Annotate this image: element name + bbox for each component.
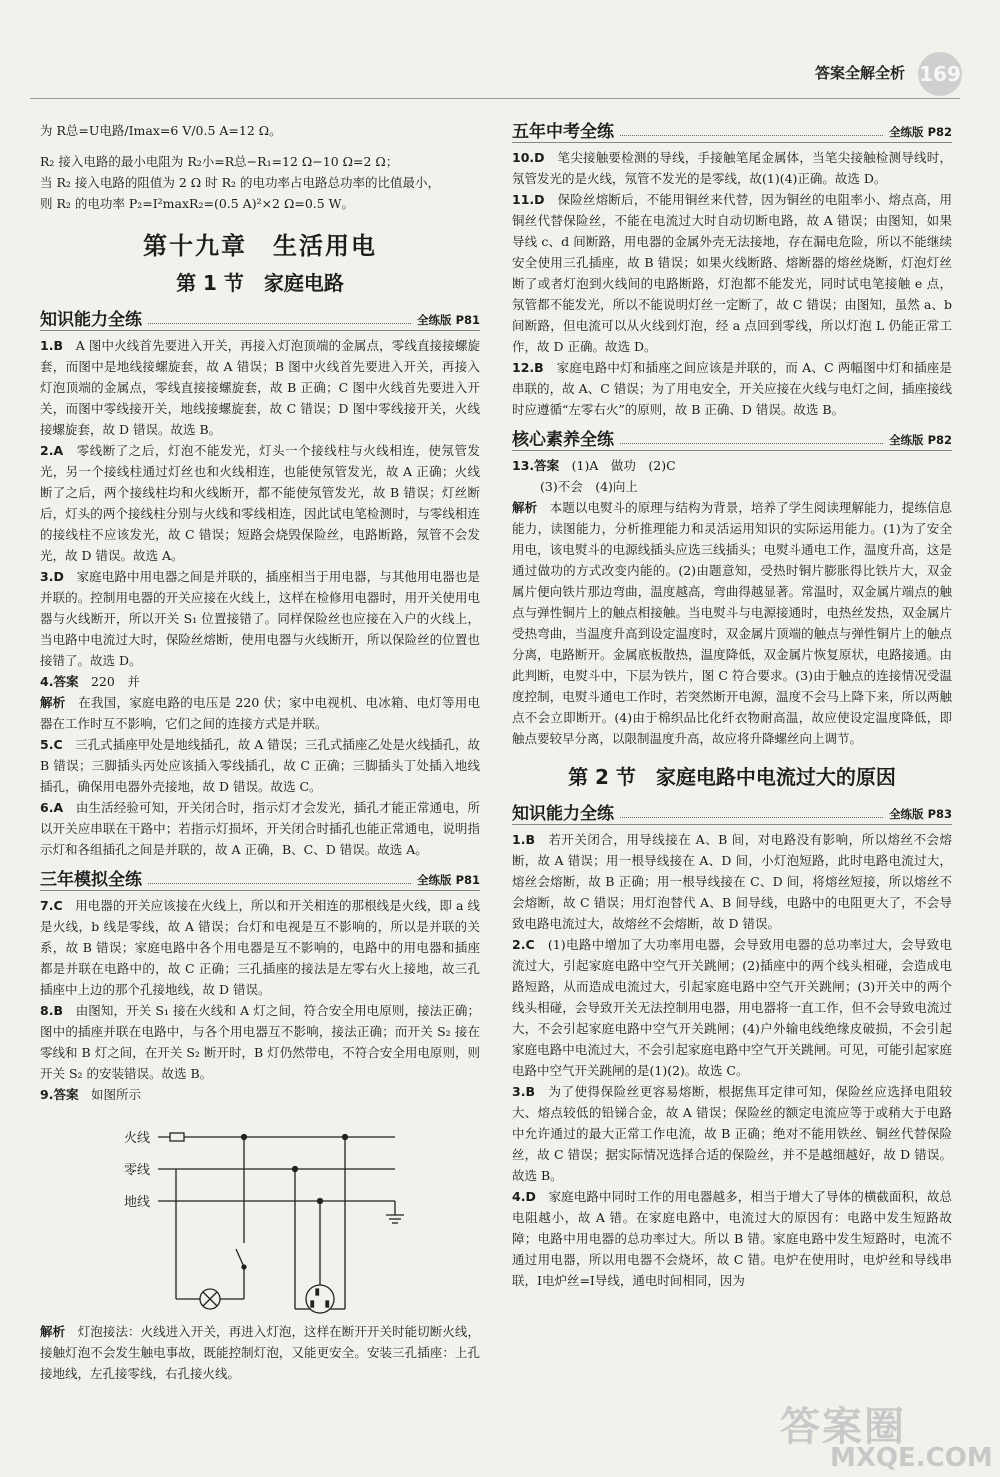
item-num: 3.D [40,569,64,584]
item-num: 10.D [512,150,545,165]
page-number: 169 [918,52,962,96]
item-num: 9.答案 [40,1087,79,1102]
item-num: 解析 [40,695,66,710]
socket [306,1285,334,1313]
switch [236,1249,244,1267]
answer-item [40,1321,480,1384]
item-text: 为了使得保险丝更容易熔断，根据焦耳定律可知，保险丝应选择电阻较大、熔点较低的铅锑合金，故 A 错误；保险丝的额定电流应等于或稍大于电路中允许通过的最大正常工作电流，故 B 正确；绝对不能用铁丝、铜丝代替保险丝，故 C 错误；据实际情况选择合适的保险丝，并不是越细越好，故 D 错误。故选 B。 [512,1084,952,1183]
item-text: 家庭电路中灯和插座之间应该是并联的，而 A、C 两幅图中灯和插座是串联的，故 A、C 错误；为了用电安全，开关应接在火线与电灯之间，插座接线时应遵循“左零右火”的原则，故 B 正确、D 错误。故选 B。 [512,360,952,417]
item-num: 2.A [40,443,64,458]
item-text: 220 并 [90,674,140,689]
section-bar-ref: 全练版 P81 [417,873,480,887]
section-bar [40,864,480,891]
section-bar-ref: 全练版 P81 [417,313,480,327]
fuse [170,1133,184,1141]
answer-item [512,934,952,1081]
section-bar-name: 知识能力全练 [512,804,614,824]
item-text: 保险丝熔断后，不能用铜丝来代替，因为铜丝的电阻率小、熔点高，用铜丝代替保险丝，不能在电流过大时自动切断电路，故 A 错误；由图知，如果导线 c、d 间断路，用电器的金属外壳无法接地，存在漏电危险，所以不能继续安全使用三孔插座，故 B 错误；如果火线断路、熔断器的熔丝烧断，灯泡灯丝断了或者灯泡到火线间的电路断路，灯泡都不能发光，同时试电笔接触 e 点，氖管都不能发光，所以不能说明灯丝一定断了，故 C 错误；由图知，虽然 a、b 间断路，但电流可以从火线到灯泡，经 a 点回到零线，所以灯泡 L 仍能正常工作，故 D 正确。故选 D。 [512,192,952,354]
section-bar-dots [620,135,883,136]
item-text: 家庭电路中同时工作的用电器越多，相当于增大了导体的横截面积，故总电阻越小，故 A 错。在家庭电路中，电流过大的原因有：电路中发生短路故障；电路中用电器的总功率过大。所以 B 错。家庭电路中发生短路时，电流不通过用电器，所以用电器不会烧坏，故 C 错。电炉在使用时，电炉丝和导线串联，I电炉丝=I导线，通电时间相同，因为 [512,1189,952,1288]
answer-item [40,1084,480,1105]
section-bar-dots [148,323,411,324]
answer-item [40,566,480,671]
section-bar-dots [620,443,883,444]
item-num: 8.B [40,1003,63,1018]
item-text: 如图所示 [90,1087,141,1102]
item-num: 解析 [512,500,538,515]
section-title: 第 1 节 家庭电路 [176,271,344,295]
section-bar [40,304,480,331]
item-num: 4.D [512,1189,536,1204]
circuit-svg [40,1109,480,1317]
item-text: 零线断了之后，灯泡不能发光，灯头一个接线柱与火线相连，使氖管发光，另一个接线柱通过灯丝也和火线相连，也能使氖管发光，故 A 正确；火线断了之后，两个接线柱均和火线断开，都不能使氖管发光，故 B 错误；灯丝断后，灯头的两个接线柱分别与火线和零线相连，因此试电笔检测时，与零线相连的接线柱不应该发光，故 C 错误；短路会烧毁保险丝，电路断路，氖管不会发光，故 D 错误。故选 A。 [40,443,480,563]
formula-line: R₂ 接入电路的最小电阻为 R₂小=R总−R₁=12 Ω−10 Ω=2 Ω； [40,154,399,169]
item-text: A 图中火线首先要进入开关，再接入灯泡顶端的金属点，零线直接接螺旋套，而图中是地线接螺旋套，故 A 错误；B 图中火线首先要进入开关，再接入灯泡顶端的金属点，零线直接接螺旋套，故 B 正确；C 图中火线首先要进入开关，而图中零线接开关，地线接螺旋套，故 C 错误；D 图中零线接开关，火线接螺旋套，故 D 错误。故选 B。 [40,338,480,437]
item-text: (1)A 做功 (2)C [571,458,676,473]
item-num: 1.B [512,832,535,847]
answer-item [512,1081,952,1186]
left-column [40,112,480,1384]
chapter-title: 第十九章 生活用电 [143,232,377,260]
section-bar-ref: 全练版 P82 [889,125,952,139]
answer-item [40,1000,480,1084]
item-num: 2.C [512,937,535,952]
answer-item [512,476,952,497]
answer-item [40,797,480,860]
formula-line: 当 R₂ 接入电路的阻值为 2 Ω 时 R₂ 的电功率占电路总功率的比值最小， [40,175,440,190]
answer-item [512,189,952,357]
item-num: 1.B [40,338,63,353]
item-num: 13.答案 [512,458,560,473]
item-num: 11.D [512,192,545,207]
item-text: 由图知，开关 S₁ 接在火线和 A 灯之间，符合安全用电原则，接法正确；图中的插座并联在电路中，与各个用电器互不影响，接法正确；而开关 S₂ 接在零线和 B 灯之间，在开关 S₂ 断开时，B 灯仍然带电，不符合安全用电原则，则开关 S₂ 的安装错误。故选 B。 [40,1003,480,1081]
section-bar-name: 五年中考全练 [512,122,614,142]
item-num: 12.B [512,360,544,375]
section-bar-ref: 全练版 P83 [889,807,952,821]
header-title: 答案全解全析 [815,64,906,82]
watermark-text: 答案圈 [780,1404,906,1450]
item-text: 笔尖接触要检测的导线，手接触笔尾金属体，当笔尖接触检测导线时，氖管发光的是火线，氖管不发光的是零线，故(1)(4)正确。故选 D。 [512,150,952,186]
watermark-url: MXQE.COM [830,1443,993,1473]
item-num: 3.B [512,1084,535,1099]
section-bar [512,424,952,451]
answer-item [40,671,480,692]
section-bar [512,116,952,143]
item-num: 7.C [40,898,63,913]
circuit-diagram [40,1109,480,1317]
answer-item [40,440,480,566]
item-text: 用电器的开关应该接在火线上，所以和开关相连的那根线是火线，即 a 线是火线，b 线是零线，故 A 错误；台灯和电视是互不影响的，所以是并联的关系，故 B 错误；家庭电路中各个用电器是互不影响的，电路中的用电器和插座都是并联在电路中的，故 C 正确；三孔插座的接法是左零右火上接地，故三孔插座中上边的那个孔接地线，故 D 错误。 [40,898,480,997]
right-column [512,112,952,1291]
section-bar-name: 知识能力全练 [40,310,142,330]
item-text: 若开关闭合，用导线接在 A、B 间，对电路没有影响，所以熔丝不会熔断，故 A 错误；用一根导线接在 A、D 间，小灯泡短路，此时电路电流过大，熔丝会熔断，故 B 正确；用一根导线接在 C、D 间，将熔丝短接，所以熔丝不会熔断，故 C 错误；用灯泡替代 A、B 间导线，电路中的电阻更大了，不会导致电路电流过大，故熔丝不会熔断，故 D 错误。 [512,832,952,931]
answer-item [40,895,480,1000]
item-text: 家庭电路中用电器之间是并联的，插座相当于用电器，与其他用电器也是并联的。控制用电器的开关应接在火线上，这样在检修用电器时，用开关使用电器与火线断开，所以开关 S₁ 位置接错了。同样保险丝也应接在入户的火线上，当电路中电流过大时，保险丝熔断，使用电器与火线断开，所以保险丝的位置也接错了。故选 D。 [40,569,480,668]
ground-wire-label: 地线 [124,1195,151,1210]
watermark-logo [780,1395,993,1475]
live-wire-label: 火线 [124,1131,151,1146]
answer-item [512,1186,952,1291]
answer-item [512,829,952,934]
formula-line: 则 R₂ 的电功率 P₂=I²maxR₂=(0.5 A)²×2 Ω=0.5 W。 [40,196,355,211]
item-num: 解析 [40,1324,66,1339]
page-header [0,0,1000,95]
section-bar [512,798,952,825]
answer-item [40,692,480,734]
item-text: 本题以电熨斗的原理与结构为背景，培养了学生阅读理解能力，提练信息能力，读图能力，分析推理能力和灵活运用知识的实际运用能力。(1)为了安全用电，该电熨斗的电源线插头应选三线插头；电熨斗通电工作，温度升高，这是通过做功的方式改变内能的。(2)由题意知，受热时铜片膨胀得比铁片大，双金属片便向铁片那边弯曲，温度越高，弯曲得越显著。常温时，双金属片端点的触点与弹性铜片上的触点相接触。当电熨斗与电源接通时，电热丝发热，双金属片受热弯曲，当温度升高到设定温度时，双金属片顶端的触点与弹性铜片上的触点分离，电路断开。金属底板散热，温度降低，双金属片恢复原状，电路接通。由此判断，电熨斗中，下层为铁片，图 C 符合要求。(3)由于触点的连接情况受温度控制，电熨斗通电工作时，若突然断开电源，温度不会马上降下来，所以两触点不会立即断开。(4)由于棉织品比化纤衣物耐高温，故应使设定温度降低，即触点要较早分离，以限制温度升高，故应将升降螺丝向上调节。 [512,500,952,746]
header-rule [30,98,960,99]
item-text: (1)电路中增加了大功率用电器，会导致用电器的总功率过大，会导致电流过大，引起家庭电路中空气开关跳闸；(2)插座中的两个线头相碰，会造成电路短路，从而造成电流过大，引起家庭电路中空气开关跳闸；(3)开关中的两个线头相碰，会导致开关无法控制用电器，用电器将一直工作，但不会导致电流过大，不会引起家庭电路中空气开关跳闸；(4)户外输电线绝缘皮破损，不会引起家庭电路中电流过大，不会引起家庭电路中空气开关跳闸。可见，可能引起家庭电路中空气开关跳闸的是(1)(2)。故选 C。 [512,937,952,1078]
answer-item [512,357,952,420]
item-num: 5.C [40,737,63,752]
answer-item [512,497,952,749]
answer-item [512,455,952,476]
item-text: 灯泡接法：火线进入开关，再进入灯泡，这样在断开开关时能切断火线，接触灯泡不会发生触电事故，既能控制灯泡，又能更安全。安装三孔插座：上孔接地线，左孔接零线，右孔接火线。 [40,1324,480,1381]
section-title: 第 2 节 家庭电路中电流过大的原因 [568,765,896,789]
section-bar-dots [620,817,883,818]
answer-item [512,147,952,189]
item-text: (3)不会 (4)向上 [540,479,638,494]
item-text: 在我国，家庭电路的电压是 220 伏；家中电视机、电冰箱、电灯等用电器在工作时互不影响，它们之间的连接方式是并联。 [40,695,480,731]
section-bar-ref: 全练版 P82 [889,433,952,447]
section-bar-dots [148,883,411,884]
answer-item [40,335,480,440]
answer-item [40,734,480,797]
section-bar-name: 核心素养全练 [512,430,614,450]
item-text: 三孔式插座甲处是地线插孔，故 A 错误；三孔式插座乙处是火线插孔，故 B 错误；三脚插头丙处应该插入零线插孔，故 C 正确；三脚插头丁处插入地线插孔，确保用电器外壳接地，故 D 错误。故选 C。 [40,737,480,794]
item-num: 6.A [40,800,64,815]
item-num: 4.答案 [40,674,79,689]
section-bar-name: 三年模拟全练 [40,870,142,890]
neutral-wire-label: 零线 [124,1163,151,1178]
item-text: 由生活经验可知，开关闭合时，指示灯才会发光，插孔才能正常通电，所以开关应串联在干路中；若指示灯损坏，开关闭合时插孔也能正常通电，说明指示灯和各组插孔之间是并联的，故 A 正确，B、C、D 错误。故选 A。 [40,800,480,857]
formula-line: 为 R总=U电路/Imax=6 V/0.5 A=12 Ω。 [40,123,282,138]
